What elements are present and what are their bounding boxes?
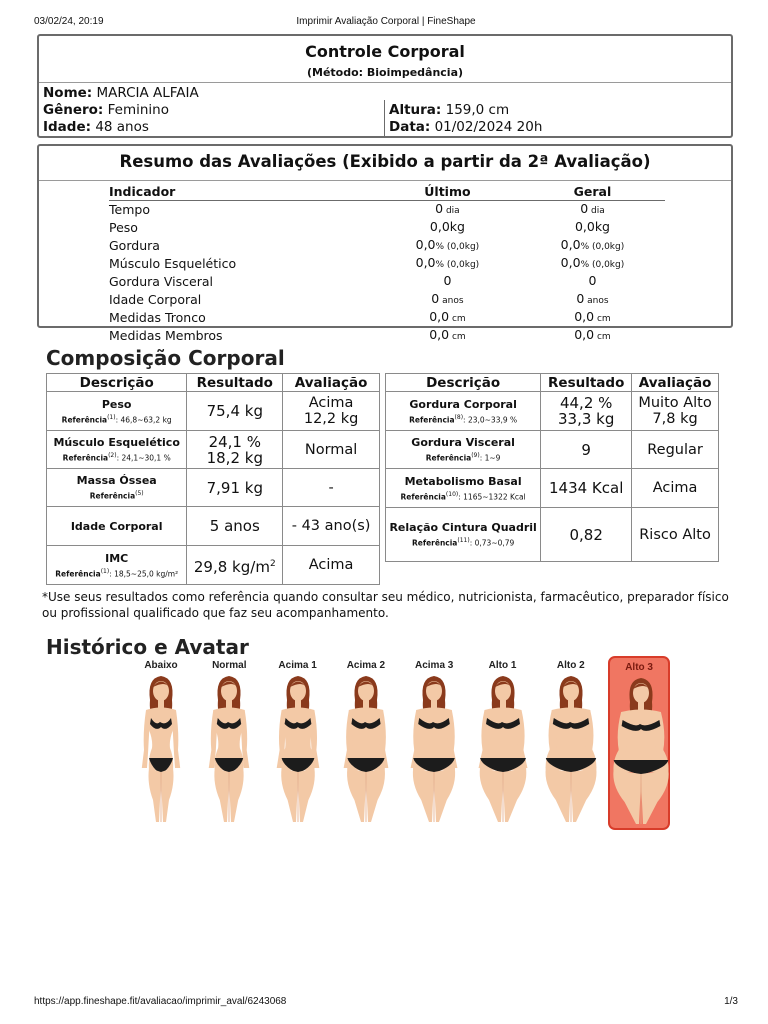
summary-overall [520,327,665,345]
metric-reference [386,452,540,463]
evaluation-value: - 43 ano(s) [291,518,371,534]
result-value [187,518,282,534]
summary-indicator: Idade Corporal [109,292,202,307]
summary-overall [520,200,665,219]
composition-row [47,431,380,469]
print-page-title: Imprimir Avaliação Corporal | FineShape [296,16,476,27]
result-text: 75,4 kg [206,402,263,420]
reference-note-number: (5) [135,490,144,498]
height-label: Altura: [389,102,442,118]
summary-last-value: 0,0 [429,326,450,342]
summary-indicator: Medidas Membros [109,328,223,343]
metric-reference [386,537,540,548]
avatar-acima-3 [403,656,465,830]
avatar-label: Acima 3 [415,660,454,671]
reference-range: : 0,73~0,79 [469,538,515,548]
col-avaliacao: Avaliação [632,374,719,392]
result-text: 44,2 % [559,394,613,412]
evaluation-value: Regular [647,441,703,458]
col-resultado: Resultado [187,374,283,392]
metric-name: Massa Óssea [76,474,157,488]
metric-reference [47,490,186,501]
composition-row [47,507,380,546]
summary-last [375,237,520,255]
result-value [541,411,631,427]
summary-overall [520,273,665,291]
summary-overall-value: 0,0kg [574,218,610,234]
reference-word: Referência [62,453,109,463]
col-descricao: Descrição [47,374,187,392]
result-value [187,480,282,496]
result-value [187,450,282,466]
patient-name: MARCIA ALFAIA [96,85,199,101]
avatar-label: Acima 1 [278,660,317,671]
evaluation-value: Muito Alto [638,395,712,411]
reference-note-number: (1) [107,413,116,421]
summary-title: Resumo das Avaliações (Exibido a partir da 2ª Avaliação) [119,152,651,171]
patient-age: 48 anos [95,119,149,135]
avatar-label: Acima 2 [346,660,386,671]
summary-indicator: Gordura [109,238,160,253]
summary-row [109,237,665,255]
metric-name: Gordura Visceral [411,436,515,450]
evaluation-value: - [328,479,334,496]
reference-word: Referência [425,453,472,463]
composition-table-left [46,373,380,585]
composition-description [47,469,187,507]
summary-overall [520,255,665,273]
reference-range: : 23,0~33,9 % [463,415,518,425]
result-value [541,480,631,496]
summary-last-value: 0,0 [415,236,436,252]
composition-evaluation [632,508,719,562]
composition-description [47,546,187,585]
col-descricao: Descrição [386,374,541,392]
result-value [541,527,631,543]
summary-overall-unit: dia [588,205,605,216]
result-text: 5 anos [209,517,260,535]
result-value [541,442,631,458]
composition-evaluation [632,431,719,469]
summary-last-unit: anos [439,295,464,306]
column-divider [384,100,385,136]
metric-reference [47,452,186,463]
print-footer [34,996,738,1010]
metric-name: Relação Cintura Quadril [389,521,537,535]
avatar-label: Alto 3 [625,662,653,673]
metric-name: Peso [101,397,132,411]
divider [39,180,731,181]
avatar-alto-2 [540,656,602,830]
summary-last-value: 0 [435,200,444,216]
col-geral: Geral [520,184,665,200]
summary-indicator: Músculo Esquelético [109,256,237,271]
avatar-label: Normal [212,660,247,671]
name-label: Nome: [43,85,93,101]
composition-row [386,431,719,469]
patient-name-row [43,85,199,102]
composition-result [187,392,283,431]
col-avaliacao: Avaliação [283,374,380,392]
evaluation-value: 12,2 kg [303,411,359,427]
summary-last [375,327,520,345]
summary-overall-unit: anos [584,295,609,306]
avatar-scale [130,656,670,831]
composition-row [47,546,380,585]
reference-range: : 24,1~30,1 % [116,453,171,463]
print-datetime: 03/02/24, 20:19 [34,16,104,27]
avatar-acima-1 [267,656,329,830]
reference-range: : 46,8~63,2 kg [115,415,172,425]
evaluation-value: Risco Alto [639,526,711,543]
composition-result [541,431,632,469]
result-text: 18,2 kg [206,448,263,467]
summary-overall [520,219,665,237]
result-text: 24,1 % [208,432,261,451]
composition-description [386,469,541,508]
composition-evaluation [283,507,380,546]
composition-evaluation [283,431,380,469]
summary-indicator: Medidas Tronco [109,310,206,325]
summary-row [109,255,665,273]
metric-reference [386,414,540,425]
summary-last-unit: cm [449,313,466,324]
reference-word: Referência [400,492,446,502]
summary-row [109,273,665,291]
gender-label: Gênero: [43,102,104,118]
summary-overall [520,309,665,327]
metric-name: Metabolismo Basal [404,474,522,488]
result-value [187,556,282,575]
reference-note-number: (9) [471,452,480,460]
reference-note-number: (8) [454,413,464,421]
patient-header-card [37,34,733,138]
summary-overall-unit: % (0,0kg) [580,241,625,252]
metric-reference [47,568,186,579]
summary-overall-unit: cm [594,313,611,324]
print-page-number: 1/3 [724,996,738,1007]
patient-gender-row [43,102,169,119]
summary-row [109,309,665,327]
metric-reference [386,491,540,502]
reference-note-number: (11) [457,537,470,545]
avatar-label: Abaixo [144,660,178,671]
summary-indicator: Gordura Visceral [109,274,213,289]
summary-last-value: 0,0 [415,254,436,270]
patient-height: 159,0 cm [445,102,510,118]
summary-overall [520,237,665,255]
reference-word: Referência [89,491,136,501]
summary-overall-value: 0,0 [560,236,581,252]
summary-row [109,219,665,237]
patient-height-row [389,102,509,119]
evaluation-value: Normal [304,441,358,458]
composition-row [386,469,719,508]
print-url: https://app.fineshape.fit/avaliacao/imprimir_aval/6243068 [34,996,287,1007]
age-label: Idade: [43,119,92,135]
reference-word: Referência [61,415,108,425]
summary-card [37,144,733,343]
summary-indicator: Peso [109,220,138,235]
summary-last-value: 0,0 [429,308,450,324]
divider [39,82,731,83]
reference-word: Referência [55,569,101,579]
reference-range: : 1165~1322 Kcal [458,492,526,502]
composition-description [386,431,541,469]
composition-result [187,431,283,469]
result-text: 1434 Kcal [548,479,624,497]
composition-evaluation [283,469,380,507]
composition-result [541,508,632,562]
summary-overall-value: 0,0 [560,254,581,270]
composition-evaluation [632,392,719,431]
reference-word: Referência [409,415,455,425]
disclaimer-note: *Use seus resultados como referência quando consultar seu médico, nutricionista, farmacêutico, preparador físico ou profissional qualificado que faz seu acompanhamento. [42,590,729,620]
print-header [34,16,738,30]
metric-name: IMC [105,551,129,565]
metric-reference [47,414,186,425]
summary-overall-value: 0 [580,200,589,216]
composition-description [47,431,187,469]
composition-result [187,507,283,546]
avatar-acima-2 [335,656,397,830]
summary-overall-value: 0,0 [574,308,595,324]
summary-last [375,309,520,327]
composition-row [386,508,719,562]
summary-last [375,291,520,309]
composition-result [541,469,632,508]
avatar-label: Alto 2 [556,660,585,671]
summary-overall-value: 0 [576,290,585,306]
summary-row [109,200,665,219]
composition-table-right [385,373,719,562]
summary-last-unit: % (0,0kg) [435,259,480,270]
result-value [187,403,282,419]
summary-last [375,273,520,291]
composition-description [47,392,187,431]
summary-last-unit: % (0,0kg) [435,241,480,252]
reference-word: Referência [411,538,458,548]
reference-note-number: (10) [445,490,459,498]
reference-range: : 1~9 [479,453,501,463]
summary-row [109,327,665,345]
avatar-alto-1 [472,656,534,830]
evaluation-value: Acima [308,395,354,411]
evaluation-value: Acima [308,557,354,573]
metric-name: Músculo Esquelético [53,436,180,450]
result-text: 29,8 kg/m [193,557,270,576]
composition-row [386,392,719,431]
report-title: Controle Corporal [305,42,465,61]
avatar-alto-3 [608,656,670,830]
summary-table [109,184,665,345]
summary-last [375,200,520,219]
result-unit-exponent: 2 [269,558,276,569]
summary-indicator: Tempo [109,202,150,217]
result-text: 7,91 kg [206,478,263,497]
summary-overall-value: 0,0 [574,326,595,342]
summary-last [375,219,520,237]
composition-evaluation [283,392,380,431]
avatar-normal [198,656,260,830]
metric-name: Gordura Corporal [409,397,517,411]
summary-last-value: 0,0kg [429,218,465,234]
result-text: 33,3 kg [557,410,615,428]
evaluation-value: 7,8 kg [652,411,698,427]
composition-evaluation [283,546,380,585]
reference-note-number: (2) [108,452,117,460]
metric-name: Idade Corporal [70,519,163,533]
summary-last [375,255,520,273]
patient-age-row [43,119,149,136]
date-label: Data: [389,119,431,135]
avatar-label: Alto 1 [488,660,517,671]
composition-row [47,392,380,431]
composition-result [541,392,632,431]
evaluation-date-row [389,119,542,136]
result-value [187,434,282,450]
summary-last-unit: dia [443,205,460,216]
reference-range: : 18,5~25,0 kg/m² [109,569,179,579]
evaluation-date: 01/02/2024 20h [434,119,543,135]
summary-overall-unit: % (0,0kg) [580,259,625,270]
summary-overall [520,291,665,309]
composition-title: Composição Corporal [46,346,285,370]
composition-description [386,392,541,431]
result-text: 0,82 [569,525,603,544]
composition-result [187,469,283,507]
avatar-abaixo [130,656,192,830]
patient-gender: Feminino [107,102,169,118]
result-text: 9 [581,440,591,459]
report-method: (Método: Bioimpedância) [306,66,464,79]
summary-row [109,291,665,309]
summary-overall-value: 0 [588,272,597,288]
composition-evaluation [632,469,719,508]
composition-result [187,546,283,585]
col-ultimo: Último [375,184,520,200]
col-resultado: Resultado [541,374,632,392]
composition-description [47,507,187,546]
col-indicador: Indicador [109,184,375,200]
history-title: Histórico e Avatar [46,635,249,659]
summary-last-value: 0 [443,272,452,288]
summary-last-value: 0 [431,290,440,306]
composition-row [47,469,380,507]
summary-overall-unit: cm [594,331,611,342]
reference-note-number: (1) [100,567,110,575]
result-value [541,395,631,411]
evaluation-value: Acima [652,480,698,496]
summary-last-unit: cm [449,331,466,342]
composition-description [386,508,541,562]
